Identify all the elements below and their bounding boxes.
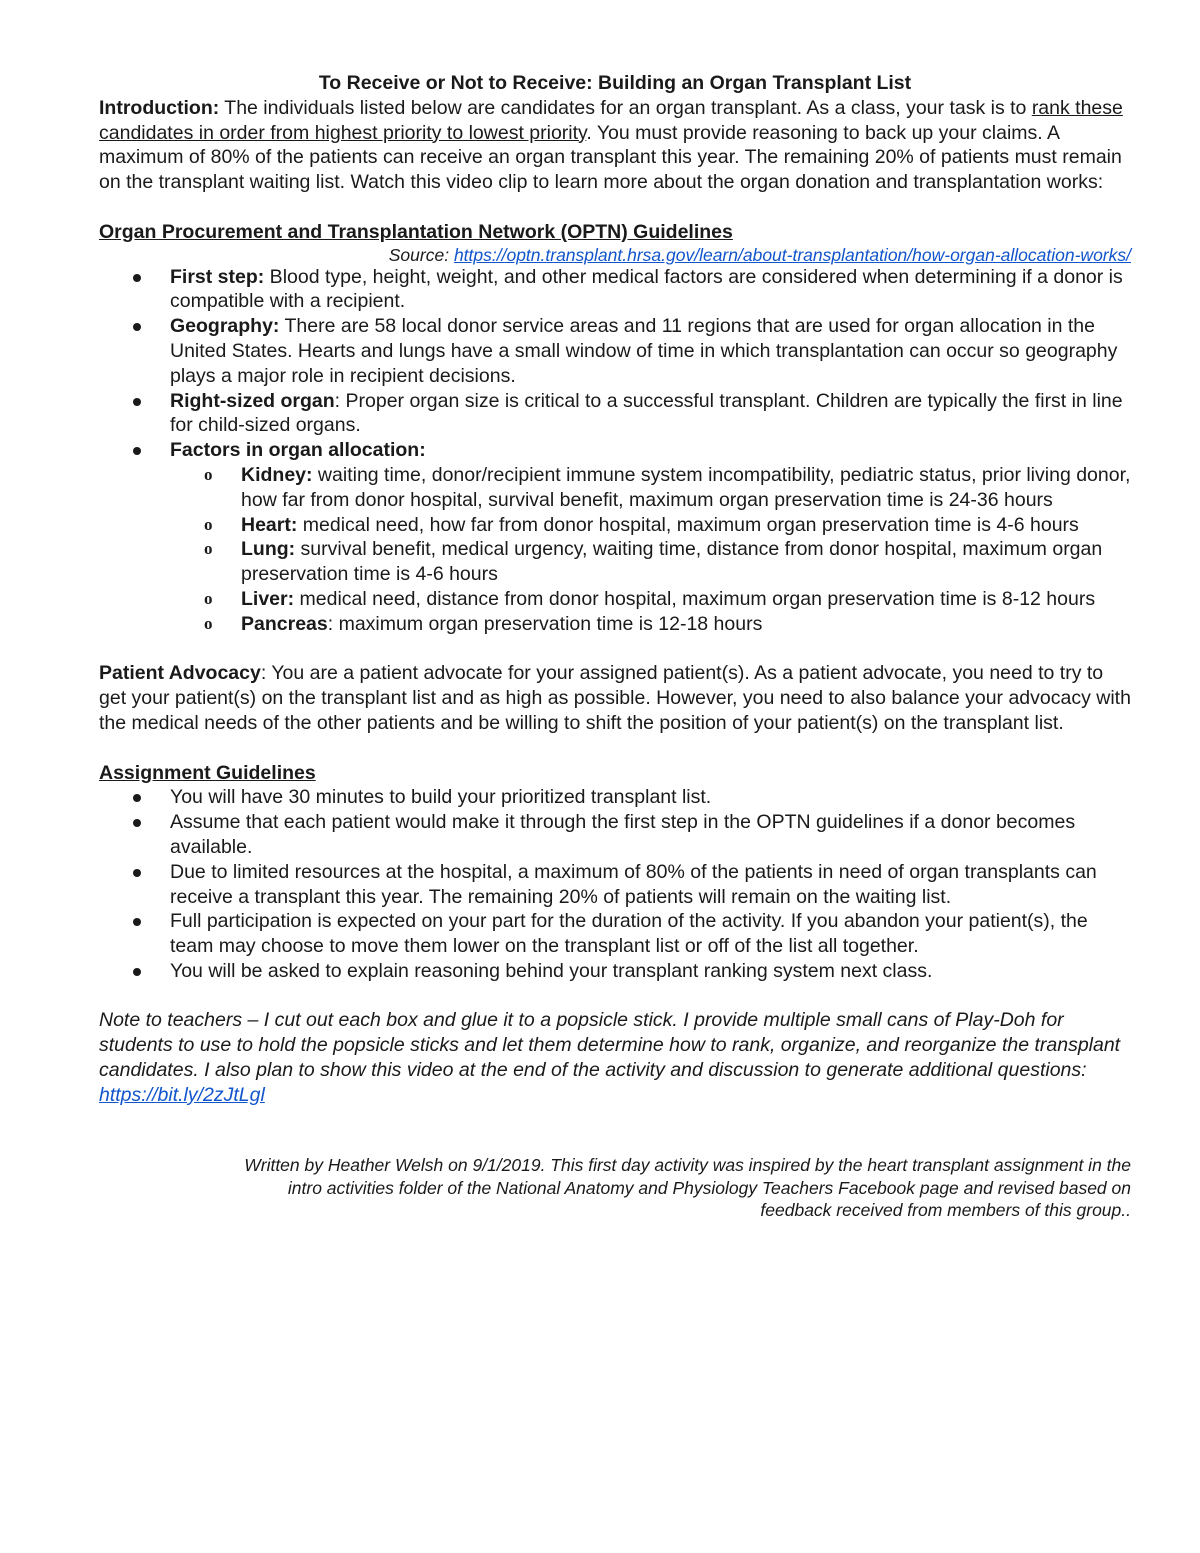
- optn-guidelines-list: [99, 265, 1131, 637]
- bullet-icon: [133, 968, 141, 976]
- video-link[interactable]: https://bit.ly/2zJtLgl: [99, 1083, 265, 1106]
- list-item: [99, 389, 1131, 439]
- organ-text: medical need, distance from donor hospital, maximum organ preservation time is 8-12 hours: [294, 587, 1096, 610]
- organ-text: survival benefit, medical urgency, waiting time, distance from donor hospital, maximum organ preservation time is 4-6 hours: [241, 538, 1103, 586]
- list-item: [99, 785, 1131, 810]
- bullet-icon: [133, 819, 141, 827]
- organ-text: medical need, how far from donor hospital, maximum organ preservation time is 4-6 hours: [297, 513, 1079, 536]
- list-item: [99, 860, 1131, 910]
- list-item: [99, 314, 1131, 388]
- footer-line: feedback received from members of this group..: [760, 1200, 1131, 1221]
- source-label: Source:: [388, 244, 454, 265]
- item-text: Blood type, height, weight, and other medical factors are considered when determining if a donor is compatible with a recipient.: [170, 265, 1123, 313]
- advocacy-text: : You are a patient advocate for your assigned patient(s). As a patient advocate, you need to try to get your patient(s) on the transplant list and as high as possible. However, you need to also balance your advocacy with the medical needs of the other patients and be willing to shift the position of your patient(s) on the transplant list.: [99, 662, 1131, 734]
- bullet-icon: [133, 794, 141, 802]
- intro-label: Introduction:: [99, 96, 220, 119]
- bullet-icon: [133, 447, 141, 455]
- organ-text: : maximum organ preservation time is 12-18 hours: [327, 612, 763, 635]
- organ-label: Liver:: [241, 587, 295, 610]
- patient-advocacy-paragraph: [99, 661, 1131, 735]
- footer-line: intro activities folder of the National Anatomy and Physiology Teachers Facebook page and revised based on: [287, 1177, 1131, 1198]
- teacher-note: [99, 1008, 1131, 1107]
- author-footer: [99, 1154, 1131, 1222]
- organ-label: Heart:: [241, 513, 298, 536]
- list-item: [99, 265, 1131, 315]
- list-item: [99, 810, 1131, 860]
- document-page: [99, 71, 1131, 1222]
- assignment-guidelines-list: [99, 785, 1131, 983]
- organ-label: Kidney:: [241, 463, 313, 486]
- list-item: [170, 513, 1131, 538]
- item-text: You will be asked to explain reasoning behind your transplant ranking system next class.: [170, 959, 933, 982]
- list-item: [99, 438, 1131, 636]
- bullet-icon: [133, 274, 141, 282]
- sub-bullet-icon: o: [204, 588, 213, 608]
- sub-bullet-icon: o: [204, 613, 213, 633]
- item-text: You will have 30 minutes to build your prioritized transplant list.: [170, 786, 712, 809]
- optn-heading: Organ Procurement and Transplantation Network (OPTN) Guidelines: [99, 220, 733, 243]
- item-text: : Proper organ size is critical to a successful transplant. Children are typically the first in line for child-sized organs.: [170, 389, 1123, 437]
- document-title: To Receive or Not to Receive: Building an Organ Transplant List: [318, 72, 912, 94]
- list-item: [99, 959, 1131, 984]
- item-label: Factors in organ allocation:: [170, 439, 426, 462]
- intro-text-2: . You must provide reasoning to back up your claims. A maximum of 80% of the patients can receive an organ transplant this year. The remaining 20% of patients must remain on the transplant waiting list. Watch this video clip to learn more about the organ donation and transplantation works:: [99, 121, 1122, 194]
- bullet-icon: [133, 918, 141, 926]
- list-item: [170, 587, 1131, 612]
- item-text: Assume that each patient would make it through the first step in the OPTN guidelines if a donor becomes available.: [170, 811, 1076, 858]
- organ-label: Pancreas: [241, 612, 328, 635]
- bullet-icon: [133, 323, 141, 331]
- item-label: Right-sized organ: [170, 389, 335, 412]
- sub-bullet-icon: o: [204, 514, 213, 534]
- source-link[interactable]: https://optn.transplant.hrsa.gov/learn/about-transplantation/how-organ-allocation-works/: [453, 244, 1131, 265]
- sub-bullet-icon: o: [204, 464, 213, 484]
- assignment-heading: Assignment Guidelines: [99, 761, 316, 784]
- item-label: Geography:: [170, 315, 280, 338]
- bullet-icon: [133, 869, 141, 877]
- footer-line: Written by Heather Welsh on 9/1/2019. This first day activity was inspired by the heart transplant assignment in the: [244, 1155, 1131, 1176]
- organ-label: Lung:: [241, 538, 296, 561]
- item-text: There are 58 local donor service areas and 11 regions that are used for organ allocation in the United States. Hearts and lungs have a small window of time in which transplantation can occur so geography plays a major role in recipient decisions.: [170, 315, 1118, 387]
- organ-text: waiting time, donor/recipient immune system incompatibility, pediatric status, prior living donor, how far from donor hospital, survival benefit, maximum organ preservation time is 24-36 hours: [241, 463, 1131, 511]
- organ-factors-list: [170, 463, 1131, 637]
- advocacy-label: Patient Advocacy: [99, 662, 261, 685]
- list-item: [170, 463, 1131, 513]
- sub-bullet-icon: o: [204, 539, 213, 559]
- item-label: First step:: [170, 265, 265, 288]
- item-text: Due to limited resources at the hospital, a maximum of 80% of the patients in need of organ transplants can receive a transplant this year. The remaining 20% of patients will remain on the waiting list.: [170, 860, 1097, 908]
- bullet-icon: [133, 398, 141, 406]
- list-item: [99, 909, 1131, 959]
- introduction-paragraph: [99, 96, 1131, 195]
- item-text: Full participation is expected on your part for the duration of the activity. If you abandon your patient(s), the team may choose to move them lower on the transplant list or off of the list all together.: [170, 910, 1088, 958]
- list-item: [170, 537, 1131, 587]
- optn-source: [99, 245, 1131, 265]
- intro-underlined-text: rank these candidates in order from highest priority to lowest priority: [99, 96, 1123, 144]
- list-item: [170, 612, 1131, 637]
- note-text: Note to teachers – I cut out each box and glue it to a popsicle stick. I provide multiple small cans of Play-Doh for students to use to hold the popsicle sticks and let them determine how to rank, organize, and reorganize the transplant candidates. I also plan to show this video at the end of the activity and discussion to generate additional questions:: [99, 1009, 1121, 1082]
- intro-text-1: The individuals listed below are candidates for an organ transplant. As a class, your task is to: [219, 96, 1032, 119]
